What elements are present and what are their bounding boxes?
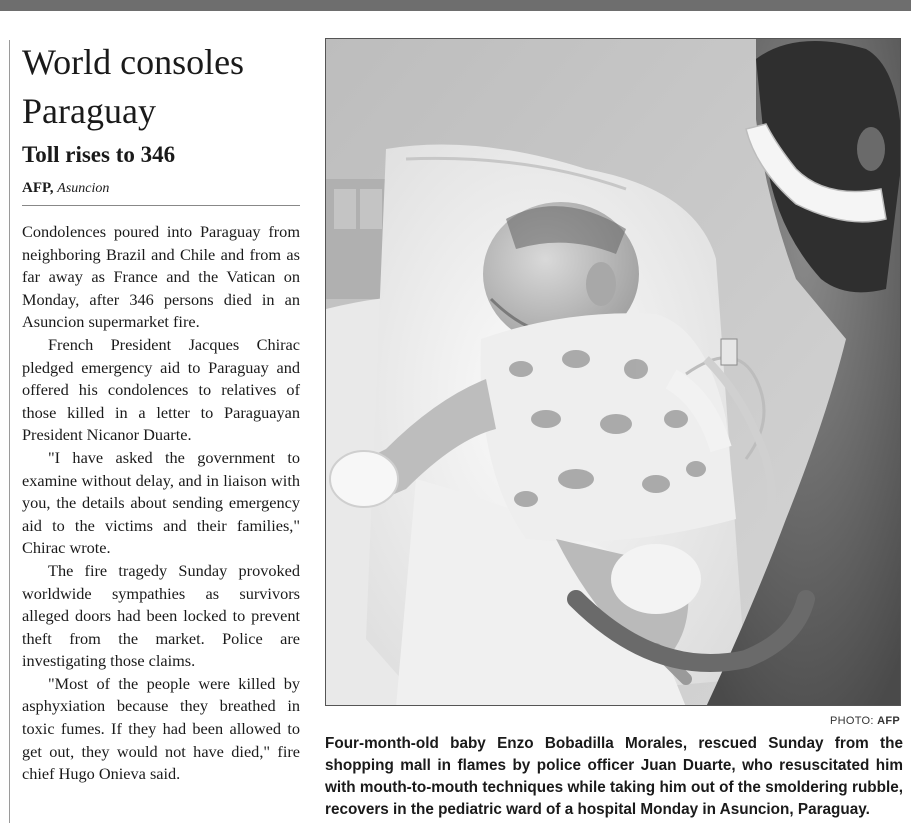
paragraph: The fire tragedy Sunday provoked worldwide sympathies as survivors alleged doors had been locked to prevent theft from the market. Police are investigating those claims. bbox=[22, 560, 300, 671]
byline bbox=[22, 178, 300, 199]
paragraph: "Most of the people were killed by asphyxiation because they breathed in toxic fumes. If they had been allowed to get out, they would not have died," fire chief Hugo Onieva said. bbox=[22, 673, 300, 784]
article-body bbox=[22, 221, 300, 786]
photo-credit bbox=[830, 715, 900, 727]
news-photo bbox=[325, 38, 901, 706]
photo-credit-source: AFP bbox=[877, 715, 900, 727]
paragraph: Condolences poured into Paraguay from neighboring Brazil and Chile and from as far away as France and the Vatican on Monday, after 346 persons died in an Asuncion supermarket fire. bbox=[22, 222, 300, 332]
byline-rule bbox=[22, 205, 300, 206]
top-rule bbox=[0, 0, 911, 11]
subhead: Toll rises to 346 bbox=[22, 142, 176, 167]
photo-illustration bbox=[326, 39, 901, 706]
headline: World consoles Paraguay bbox=[22, 42, 245, 131]
byline-agency: AFP, bbox=[22, 180, 54, 196]
article bbox=[22, 38, 300, 786]
photo-credit-label: PHOTO: bbox=[829, 715, 874, 727]
photo-caption: Four-month-old baby Enzo Bobadilla Morales, rescued Sunday from the shopping mall in flames by police officer Juan Duarte, who resuscitated him with mouth-to-mouth techniques while taking him out of the smoldering rubble, recovers in the pediatric ward of a hospital Monday in Asuncion, Paraguay. bbox=[325, 735, 903, 818]
paragraph: French President Jacques Chirac pledged emergency aid to Paraguay and offered his condolences to relatives of those killed in a letter to Paraguayan President Nicanor Duarte. bbox=[22, 334, 300, 445]
byline-dateline: Asuncion bbox=[57, 181, 110, 196]
paragraph: "I have asked the government to examine without delay, and in liaison with you, the details about sending emergency aid to the victims and their families," Chirac wrote. bbox=[22, 447, 300, 558]
column-rule bbox=[9, 40, 10, 823]
